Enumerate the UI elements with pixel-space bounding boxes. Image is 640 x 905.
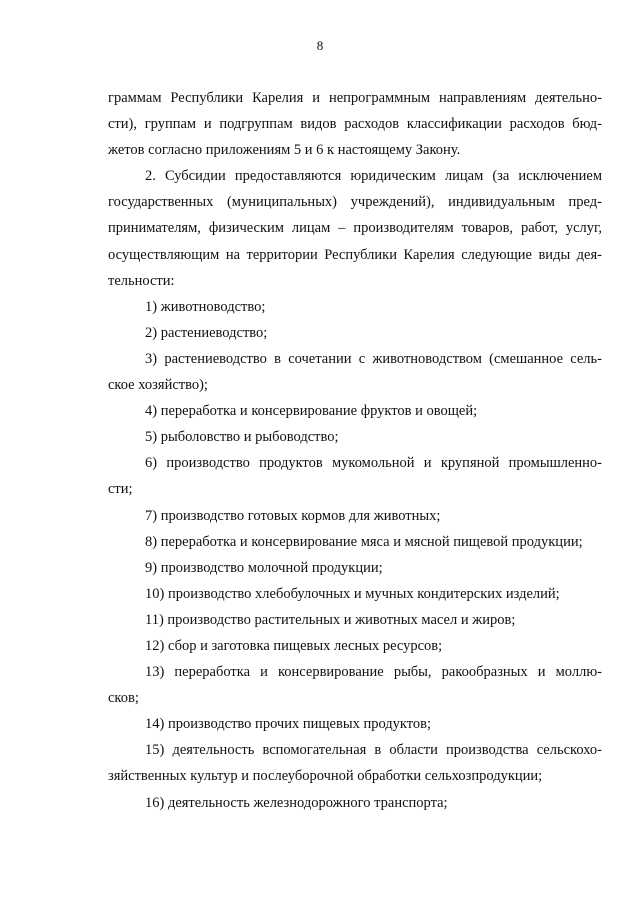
- list-item-line: сти;: [108, 481, 133, 498]
- text-line: жетов согласно приложениям 5 и 6 к настоящему Закону.: [108, 142, 461, 159]
- text-line: граммам Республики Карелия и непрограммным направлениям деятельно-: [108, 90, 602, 106]
- intro-paragraph: [108, 85, 602, 163]
- list-item-line: 7) производство готовых кормов для животных;: [145, 507, 441, 524]
- list-item-line: 5) рыболовство и рыбоводство;: [145, 429, 339, 446]
- list-item: [108, 581, 602, 607]
- list-item-line: 14) производство прочих пищевых продуктов;: [145, 716, 432, 733]
- list-item: [108, 450, 602, 502]
- subsidies-paragraph: [108, 163, 602, 293]
- list-item: [108, 737, 602, 789]
- list-item: [108, 555, 602, 581]
- list-item-line: 2) растениеводство;: [145, 324, 268, 341]
- document-body: [108, 85, 602, 816]
- text-line: осуществляющим на территории Республики Карелия следующие виды дея-: [108, 246, 602, 263]
- list-item-line: сков;: [108, 690, 139, 707]
- list-item: [108, 790, 602, 816]
- list-item: [108, 607, 602, 633]
- list-item: [108, 424, 602, 450]
- page-number: 8: [316, 38, 324, 53]
- list-item-line: 6) производство продуктов мукомольной и крупяной промышленно-: [145, 455, 602, 472]
- list-item-line: зяйственных культур и послеуборочной обработки сельхозпродукции;: [108, 768, 543, 785]
- list-item: [108, 398, 602, 424]
- activity-list: [108, 294, 602, 816]
- list-item-line: 3) растениеводство в сочетании с животноводством (смешанное сель-: [145, 350, 602, 367]
- list-item-line: 11) производство растительных и животных масел и жиров;: [145, 611, 516, 628]
- list-item: [108, 320, 602, 346]
- list-item: [108, 503, 602, 529]
- text-line: 2. Субсидии предоставляются юридическим лицам (за исключением: [145, 168, 602, 185]
- list-item-line: 4) переработка и консервирование фруктов и овощей;: [145, 403, 478, 420]
- text-line: тельности:: [108, 272, 175, 289]
- list-item-line: 16) деятельность железнодорожного транспорта;: [145, 794, 448, 811]
- list-item-line: 8) переработка и консервирование мяса и мясной пищевой продукции;: [145, 533, 583, 550]
- text-line: принимателям, физическим лицам – производителям товаров, работ, услуг,: [108, 220, 602, 237]
- text-line: сти), группам и подгруппам видов расходов классификации расходов бюд-: [108, 116, 602, 133]
- list-item-line: 13) переработка и консервирование рыбы, ракообразных и моллю-: [145, 664, 602, 681]
- list-item: [108, 529, 602, 555]
- list-item-line: 1) животноводство;: [145, 298, 266, 315]
- list-item-line: ское хозяйство);: [108, 377, 208, 394]
- list-item-line: 9) производство молочной продукции;: [145, 559, 383, 576]
- list-item: [108, 294, 602, 320]
- list-item: [108, 633, 602, 659]
- list-item: [108, 659, 602, 711]
- list-item: [108, 346, 602, 398]
- list-item-line: 10) производство хлебобулочных и мучных кондитерских изделий;: [145, 585, 560, 602]
- list-item-line: 15) деятельность вспомогательная в области производства сельскохо-: [145, 742, 602, 759]
- list-item-line: 12) сбор и заготовка пищевых лесных ресурсов;: [145, 637, 443, 654]
- text-line: государственных (муниципальных) учреждений), индивидуальным пред-: [108, 194, 602, 211]
- list-item: [108, 711, 602, 737]
